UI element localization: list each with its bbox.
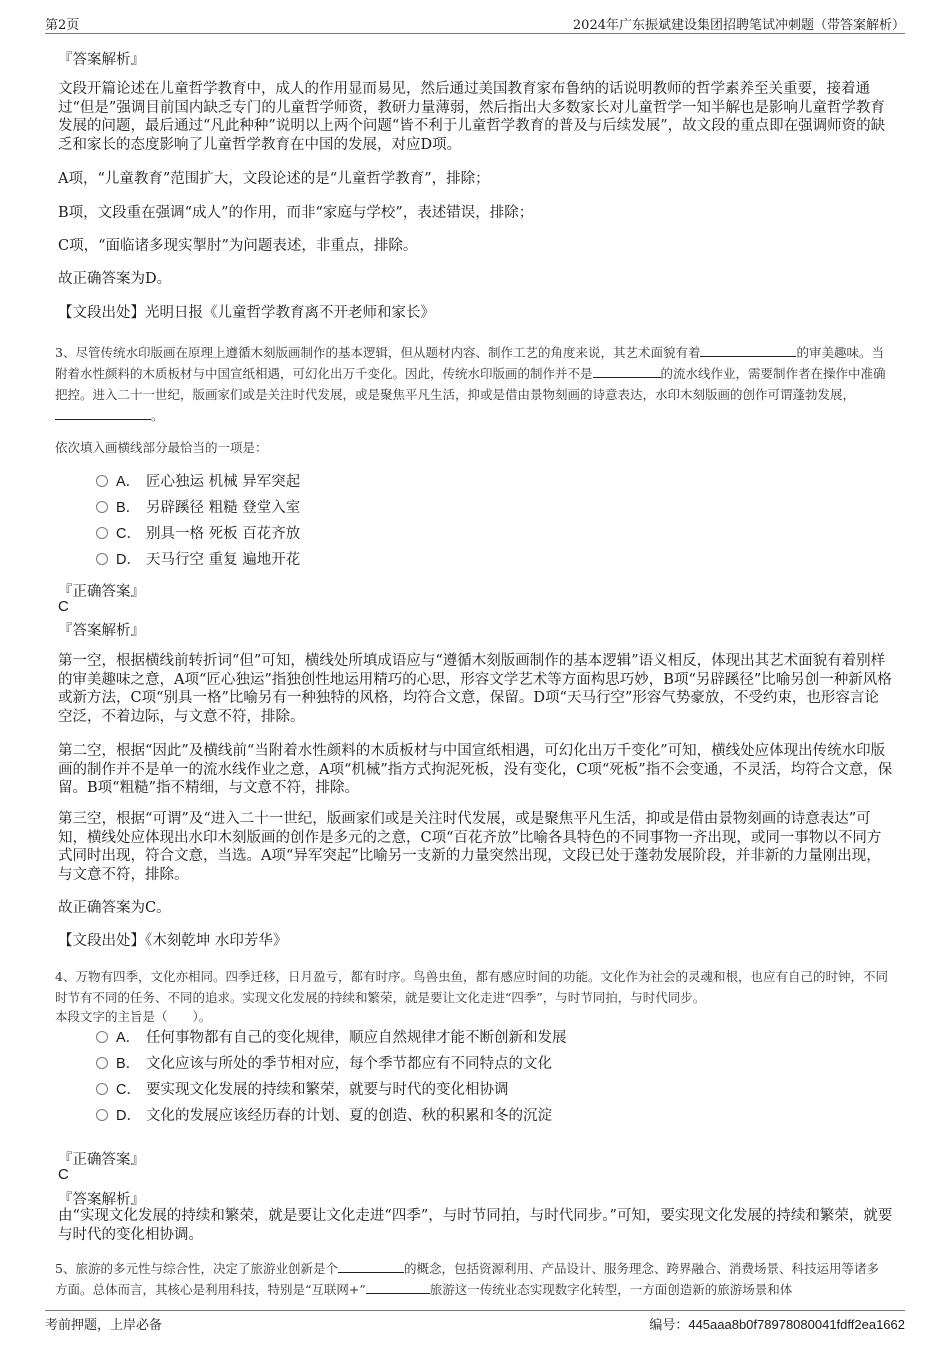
document-id: 编号：445aaa8b0f78978080041fdff2ea1662 — [649, 1317, 905, 1332]
question-4-option-a[interactable]: A． 任何事物都有自己的变化规律，顺应自然规律才能不断创新和发展 — [96, 1028, 567, 1048]
fill-blank-1[interactable] — [338, 1260, 404, 1273]
passage-source: 【文段出处】光明日报《儿童哲学教育离不开老师和家长》 — [58, 305, 435, 321]
question-5-stem: 5、旅游的多元性与综合性，决定了旅游业创新是个 的概念，包括资源利用、产品设计、服务理念、跨界融合、消费场景、科技运用等诸多方面。总体而言，其核心是利用科技，特别是“互联网+” 旅游这一传统业态实现数字化转型，一方面创造新的旅游场景和体 — [55, 1261, 879, 1297]
document-title: 2024年广东振斌建设集团招聘笔试冲刺题（带答案解析） — [572, 18, 905, 33]
fill-blank-2[interactable] — [366, 1281, 430, 1294]
correct-answer-conclusion: 故正确答案为D。 — [58, 271, 172, 287]
analysis-blank-3: 第三空，根据“可谓”及“进入二十一世纪，版画家们或是关注时代发展，或是聚焦平凡生活，抑或是借由景物刻画的诗意表达”可知，横线处应体现出水印木刻版画的创作是多元的之意，C项“百花齐放”比喻各具特色的不同事物一齐出现，或同一事物以不同方式同时出现，符合文意，当选。A项“异军突起”比喻另一支新的力量突然出现，文段已处于蓬勃发展阶段，并非新的力量刚出现，与文意不符，排除。 — [58, 811, 882, 883]
radio-icon[interactable] — [96, 1031, 108, 1043]
footer-slogan: 考前押题，上岸必备 — [45, 1318, 163, 1333]
correct-answer-conclusion: 故正确答案为C。 — [58, 900, 171, 916]
fill-blank-2[interactable] — [593, 365, 661, 378]
radio-icon[interactable] — [96, 1109, 108, 1121]
correct-answer-value: C — [58, 1166, 69, 1183]
radio-icon[interactable] — [96, 1057, 108, 1069]
question-3-option-b[interactable]: B． 另辟蹊径 粗糙 登堂入室 — [96, 498, 300, 518]
analysis-label: 『答案解析』 — [58, 52, 145, 68]
header-divider — [45, 33, 905, 34]
page-header — [45, 14, 905, 34]
analysis-option-b: B项，文段重在强调“成人”的作用，而非“家庭与学校”，表述错误，排除； — [58, 205, 534, 221]
question-4-option-c[interactable]: C． 要实现文化发展的持续和繁荣，就要与时代的变化相协调 — [96, 1080, 509, 1100]
question-3-prompt: 依次填入画横线部分最恰当的一项是： — [55, 440, 268, 455]
analysis-label: 『答案解析』 — [58, 623, 145, 639]
question-4-prompt: 本段文字的主旨是（ ）。 — [55, 1009, 212, 1024]
analysis-blank-2: 第二空，根据“因此”及横线前“当附着水性颜料的木质板材与中国宣纸相遇，可幻化出万千变化”可知，横线处应体现出传统水印版画的制作并不是单一的流水线作业之意，A项“机械”指方式拘泥死板，没有变化，C项“死板”指不会变通，不灵活，均符合文意，保留。B项“粗糙”指不精细，与文意不符，排除。 — [58, 743, 893, 797]
page-number: 第2页 — [45, 18, 80, 33]
question-3-option-c[interactable]: C． 别具一格 死板 百花齐放 — [96, 524, 300, 544]
correct-answer-label: 『正确答案』 — [58, 584, 145, 600]
radio-icon[interactable] — [96, 501, 108, 513]
passage-source: 【文段出处】《木刻乾坤 水印芳华》 — [58, 933, 288, 949]
question-3-stem: 3、尽管传统水印版画在原理上遵循木刻版画制作的基本逻辑，但从题材内容、制作工艺的角度来说，其艺术面貌有着 的审美趣味。当附着水性颜料的木质板材与中国宣纸相遇，可幻化出万千变化。因此，传统水印版画的制作并不是 的流水线作业，需要制作者在操作中准确把控。进入二十一世纪，版画家们或是关注时代发展，或是聚焦平凡生活，抑或是借由景物刻画的诗意表达，水印木刻版画的创作可谓蓬勃发展，。 — [55, 345, 886, 423]
analysis-label: 『答案解析』 — [58, 1192, 145, 1208]
radio-icon[interactable] — [96, 527, 108, 539]
question-3-option-a[interactable]: A． 匠心独运 机械 异军突起 — [96, 472, 300, 492]
fill-blank-1[interactable] — [700, 344, 796, 357]
analysis-paragraph: 由“实现文化发展的持续和繁荣，就是要让文化走进“四季”，与时节同拍，与时代同步。”可知，要实现文化发展的持续和繁荣，就要与时代的变化相协调。 — [58, 1208, 893, 1243]
analysis-option-a: A项，“儿童教育”范围扩大，文段论述的是“儿童哲学教育”，排除； — [58, 171, 490, 187]
question-4-stem: 4、万物有四季，文化亦相同。四季迁移，日月盈亏，都有时序。鸟兽虫鱼，都有感应时间的功能。文化作为社会的灵魂和根，也应有自己的时钟，不同时节有不同的任务、不同的追求。实现文化发展的持续和繁荣，就是要让文化走进“四季”，与时节同拍，与时代同步。 — [55, 969, 888, 1005]
radio-icon[interactable] — [96, 1083, 108, 1095]
analysis-blank-1: 第一空，根据横线前转折词“但”可知，横线处所填成语应与“遵循木刻版画制作的基本逻辑”语义相反，体现出其艺术面貌有着别样的审美趣味之意，A项“匠心独运”指独创性地运用精巧的心思，形容文学艺术等方面构思巧妙，B项“另辟蹊径”比喻另创一种新风格或新方法，C项“别具一格”比喻另有一种独特的风格，均符合文意，保留。D项“天马行空”形容气势豪放，不受约束，也形容言论空泛，不着边际，与文意不符，排除。 — [58, 653, 892, 725]
analysis-option-c: C项，“面临诸多现实掣肘”为问题表述，非重点，排除。 — [58, 238, 418, 254]
footer-divider — [45, 1310, 905, 1311]
correct-answer-value: C — [58, 598, 69, 615]
fill-blank-3[interactable] — [55, 407, 151, 420]
radio-icon[interactable] — [96, 553, 108, 565]
question-4-option-b[interactable]: B． 文化应该与所处的季节相对应，每个季节都应有不同特点的文化 — [96, 1054, 552, 1074]
question-4-option-d[interactable]: D． 文化的发展应该经历春的计划、夏的创造、秋的积累和冬的沉淀 — [96, 1106, 552, 1126]
correct-answer-label: 『正确答案』 — [58, 1152, 145, 1168]
question-3-option-d[interactable]: D． 天马行空 重复 遍地开花 — [96, 550, 300, 570]
radio-icon[interactable] — [96, 475, 108, 487]
analysis-paragraph: 文段开篇论述在儿童哲学教育中，成人的作用显而易见，然后通过美国教育家布鲁纳的话说明教师的哲学素养至关重要，接着通过“但是”强调目前国内缺乏专门的儿童哲学师资，教研力量薄弱，然后指出大多数家长对儿童哲学一知半解也是影响儿童哲学教育发展的问题，最后通过“凡此种种”说明以上两个问题“皆不利于儿童哲学教育的普及与后续发展”，故文段的重点即在强调师资的缺乏和家长的态度影响了儿童哲学教育在中国的发展，对应D项。 — [58, 81, 886, 153]
